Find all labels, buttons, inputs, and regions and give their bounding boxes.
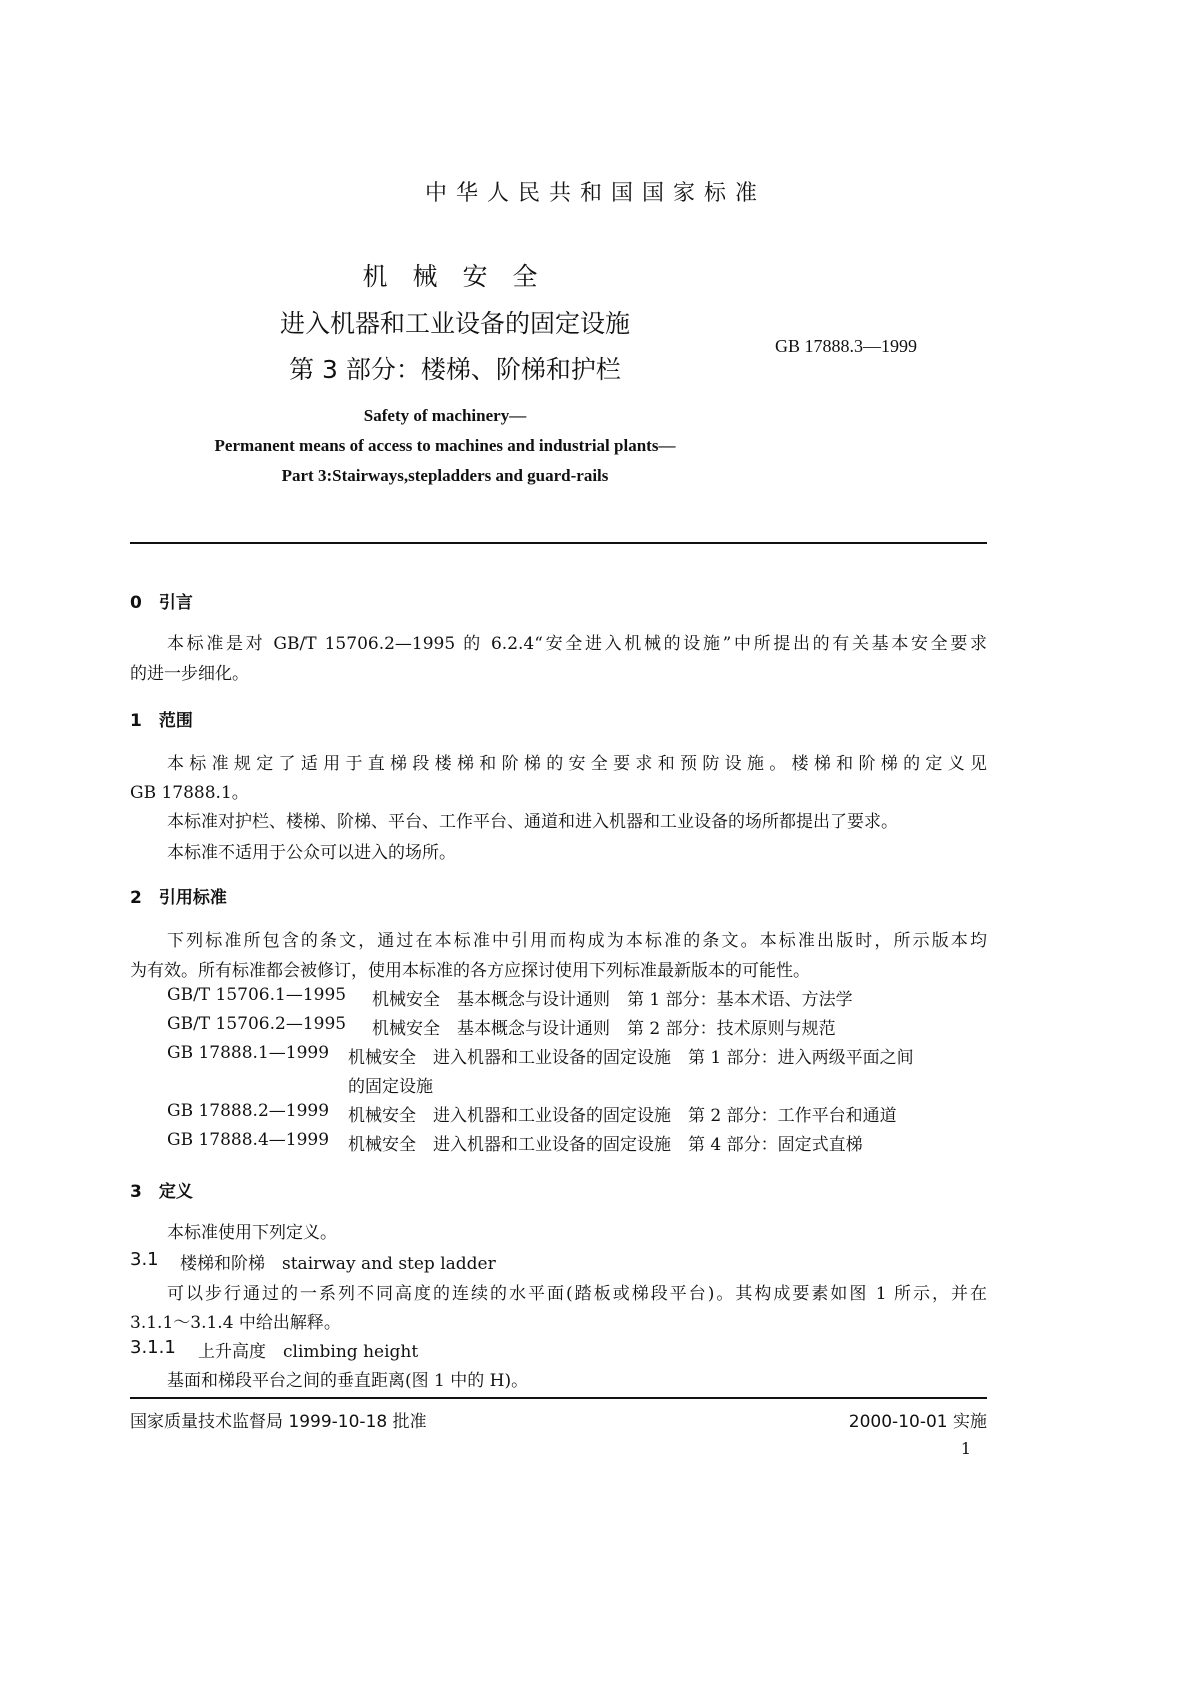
definition-text: 可以步行通过的一系列不同高度的连续的水平面(踏板或梯段平台)。其构成要素如图 1 所示，并在 [167,1284,987,1304]
section-0-text: 的进一步细化。 [130,664,249,684]
reference-code: GB 17888.1—1999 [167,1043,330,1063]
section-0-text: 本标准是对 GB/T 15706.2—1995 的 6.2.4“安全进入机械的设施”中所提出的有关基本安全要求 [167,634,987,654]
definition-number: 3.1.1 [130,1337,176,1358]
section-1-text: 本标准规定了适用于直梯段楼梯和阶梯的安全要求和预防设施。楼梯和阶梯的定义见 [167,754,987,774]
title-cn-line3: 第 3 部分：楼梯、阶梯和护栏 [289,355,621,384]
standard-number: GB 17888.3—1999 [775,336,918,356]
section-2-text: 为有效。所有标准都会被修订，使用本标准的各方应探讨使用下列标准最新版本的可能性。 [130,961,810,981]
title-en-line1: Safety of machinery— [363,406,527,425]
section-1-text: 本标准对护栏、楼梯、阶梯、平台、工作平台、通道和进入机器和工业设备的场所都提出了要求。 [167,812,898,832]
section-2-heading: 2 引用标准 [130,888,227,908]
reference-title: 机械安全 进入机器和工业设备的固定设施 第 1 部分：进入两级平面之间 [348,1048,914,1068]
section-1-text: GB 17888.1。 [130,783,249,803]
section-3-heading: 3 定义 [130,1182,193,1202]
reference-code: GB/T 15706.2—1995 [167,1014,347,1034]
reference-title: 机械安全 进入机器和工业设备的固定设施 第 4 部分：固定式直梯 [348,1135,863,1155]
section-0-heading: 0 引言 [130,593,193,613]
reference-title: 机械安全 基本概念与设计通则 第 2 部分：技术原则与规范 [372,1019,836,1039]
reference-code: GB 17888.2—1999 [167,1101,330,1121]
section-1-heading: 1 范围 [130,711,193,731]
section-1-text: 本标准不适用于公众可以进入的场所。 [167,843,456,863]
title-en-line2: Permanent means of access to machines and industrial plants— [214,436,676,455]
header-divider [130,542,987,544]
definition-text: 3.1.1～3.1.4 中给出解释。 [130,1313,341,1333]
footer-divider [130,1397,987,1399]
title-cn-line2: 进入机器和工业设备的固定设施 [279,309,630,338]
reference-code: GB/T 15706.1—1995 [167,985,347,1005]
reference-title: 机械安全 进入机器和工业设备的固定设施 第 2 部分：工作平台和通道 [348,1106,897,1126]
national-standard-label: 中华人民共和国国家标准 [424,181,766,206]
title-en-line3: Part 3:Stairways,stepladders and guard-rails [281,466,609,485]
effective-date: 2000-10-01 实施 [848,1412,987,1432]
section-2-text: 下列标准所包含的条文，通过在本标准中引用而构成为本标准的条文。本标准出版时，所示版本均 [167,931,987,951]
definition-term: 上升高度 climbing height [198,1342,419,1362]
section-3-intro: 本标准使用下列定义。 [167,1223,337,1243]
reference-title: 机械安全 基本概念与设计通则 第 1 部分：基本术语、方法学 [372,990,853,1010]
definition-number: 3.1 [130,1249,159,1270]
definition-term: 楼梯和阶梯 stairway and step ladder [180,1254,496,1274]
reference-title-continued: 的固定设施 [348,1077,433,1097]
reference-code: GB 17888.4—1999 [167,1130,330,1150]
title-cn-line1: 机 械 安 全 [362,262,538,291]
approval-date: 国家质量技术监督局 1999-10-18 批准 [130,1412,427,1432]
page-number: 1 [960,1439,971,1458]
definition-text: 基面和梯段平台之间的垂直距离(图 1 中的 H)。 [167,1371,529,1391]
